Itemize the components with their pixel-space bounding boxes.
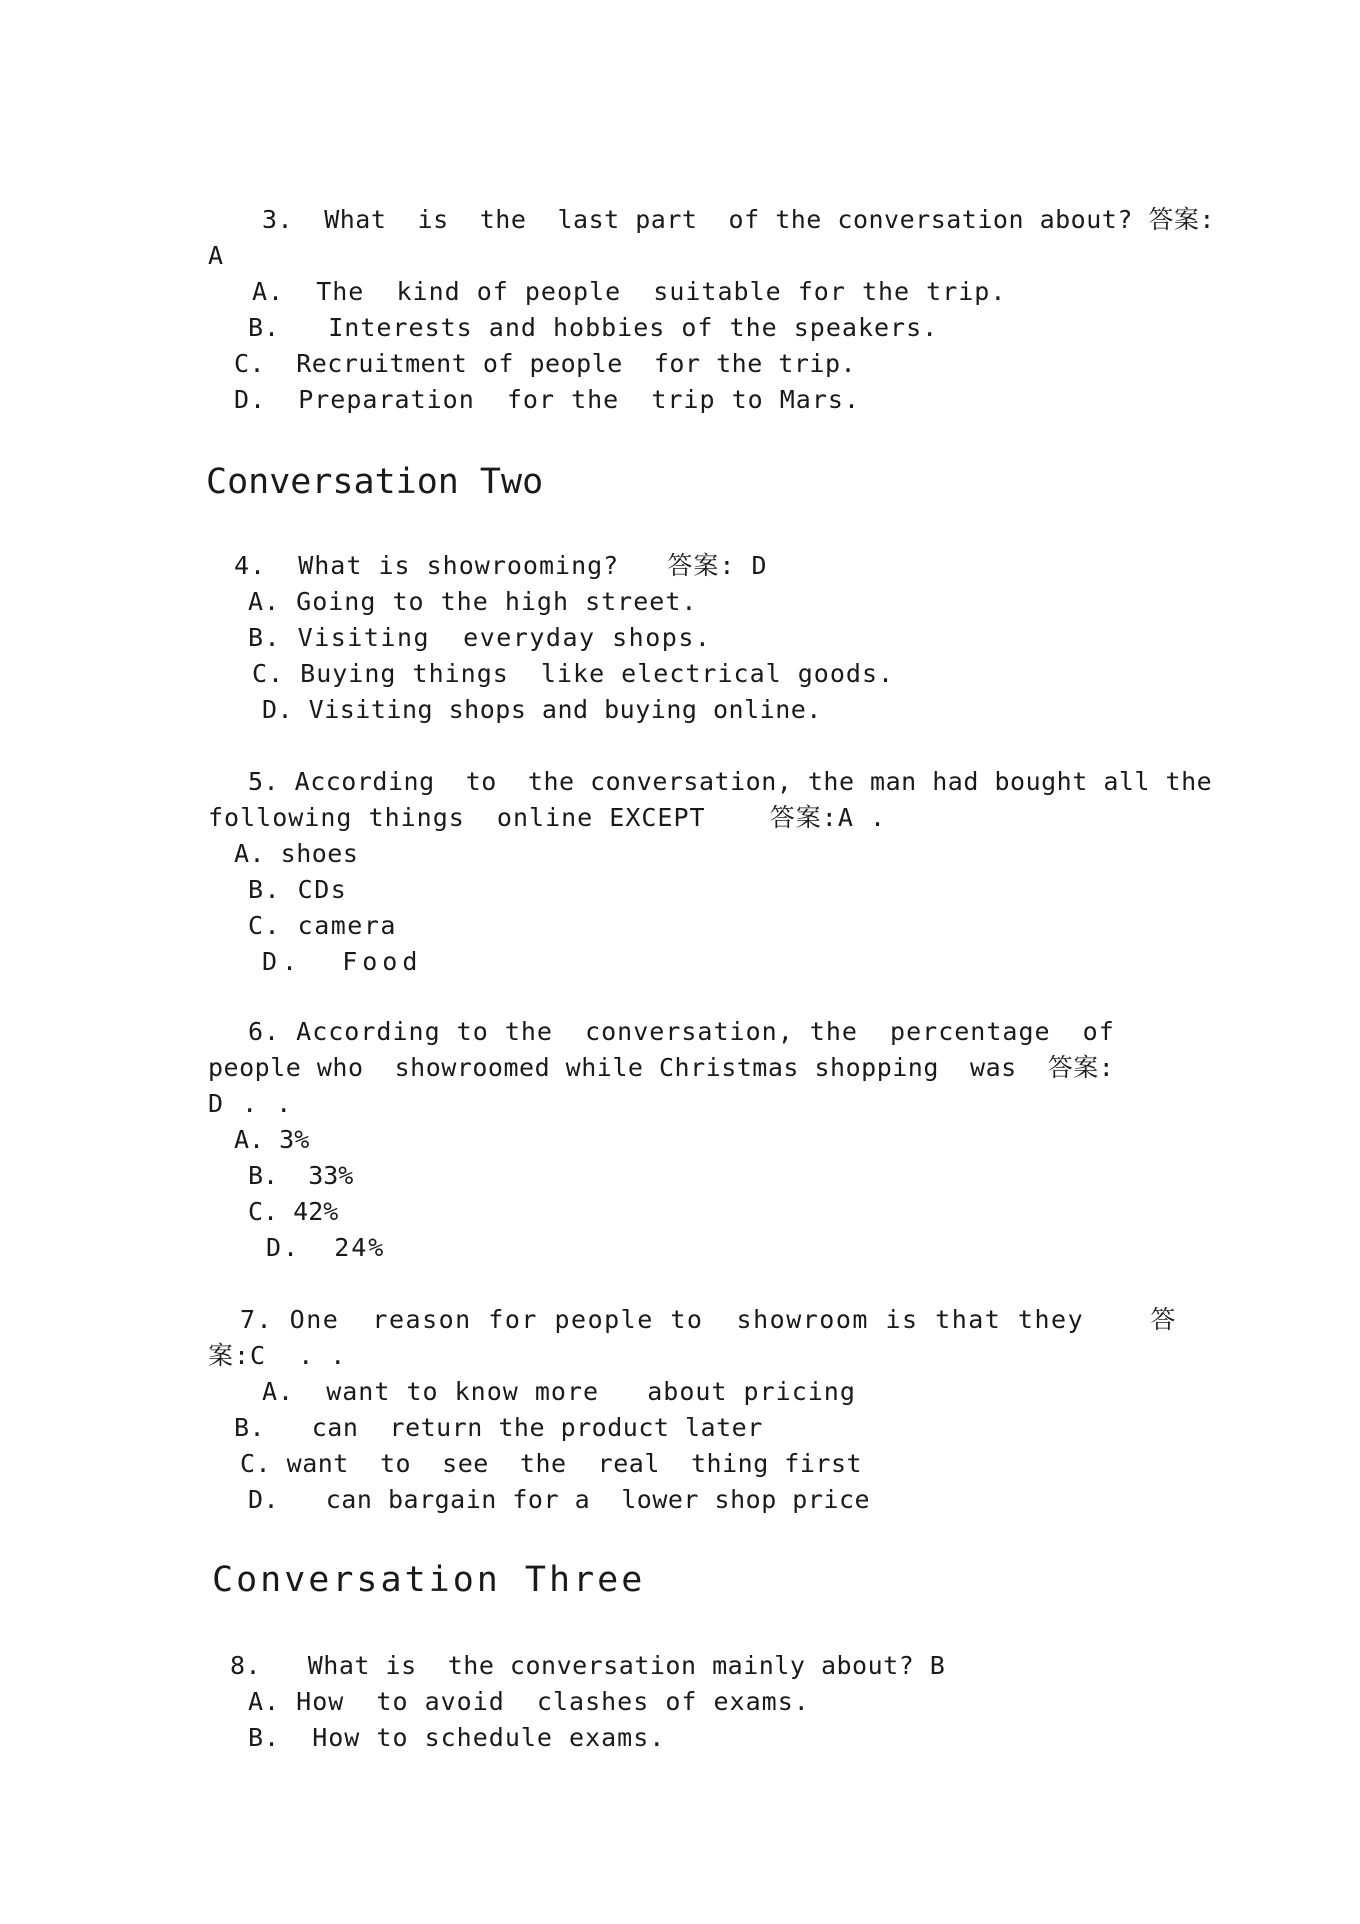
question-7-option-a: A. want to know more about pricing xyxy=(262,1377,856,1406)
question-6-stem-line-2: people who showroomed while Christmas shopping was 答案: xyxy=(208,1053,1115,1082)
question-7-option-d: D. can bargain for a lower shop price xyxy=(248,1485,871,1514)
question-3-option-d: D. Preparation for the trip to Mars. xyxy=(234,385,860,414)
question-8-stem: 8. What is the conversation mainly about? B xyxy=(230,1651,946,1680)
question-8-option-a: A. How to avoid clashes of exams. xyxy=(248,1687,810,1716)
question-6-option-d: D. 24% xyxy=(266,1233,386,1262)
question-4-stem: 4. What is showrooming? 答案: D xyxy=(234,551,768,580)
question-3-option-c: C. Recruitment of people for the trip. xyxy=(234,349,857,378)
question-6-stem-line-1: 6. According to the conversation, the percentage of xyxy=(248,1017,1115,1046)
question-6-option-c: C. 42% xyxy=(248,1197,339,1226)
question-4-option-b: B. Visiting everyday shops. xyxy=(248,623,712,652)
question-4-option-a: A. Going to the high street. xyxy=(248,587,698,616)
question-3-option-b: B. Interests and hobbies of the speakers. xyxy=(248,313,939,342)
question-7-stem-line-1: 7. One reason for people to showroom is that they 答 xyxy=(240,1305,1177,1334)
conversation-two-heading: Conversation Two xyxy=(206,462,544,502)
question-5-option-b: B. CDs xyxy=(248,875,348,904)
question-5-stem-line-1: 5. According to the conversation, the man had bought all the xyxy=(248,767,1213,796)
question-6-option-a: A. 3% xyxy=(234,1125,310,1154)
question-3-stem-line-2: A xyxy=(208,241,224,270)
question-6-option-b: B. 33% xyxy=(248,1161,354,1190)
question-7-option-c: C. want to see the real thing first xyxy=(240,1449,863,1478)
question-5-option-a: A. shoes xyxy=(234,839,359,868)
conversation-three-heading: Conversation Three xyxy=(212,1560,646,1600)
question-6-stem-line-3: D . . xyxy=(208,1089,294,1118)
question-8-option-b: B. How to schedule exams. xyxy=(248,1723,666,1752)
question-5-option-c: C. camera xyxy=(248,911,397,940)
question-4-option-d: D. Visiting shops and buying online. xyxy=(262,695,822,724)
question-7-stem-line-2: 案:C . . xyxy=(208,1341,347,1370)
question-3-option-a: A. The kind of people suitable for the trip. xyxy=(252,277,1007,306)
question-3-stem-line-1: 3. What is the last part of the conversation about? 答案: xyxy=(262,205,1215,234)
question-5-option-d: D. Food xyxy=(262,947,423,976)
question-7-option-b: B. can return the product later xyxy=(234,1413,763,1442)
question-5-stem-line-2: following things online EXCEPT 答案:A . xyxy=(208,803,886,832)
question-4-option-c: C. Buying things like electrical goods. xyxy=(252,659,895,688)
